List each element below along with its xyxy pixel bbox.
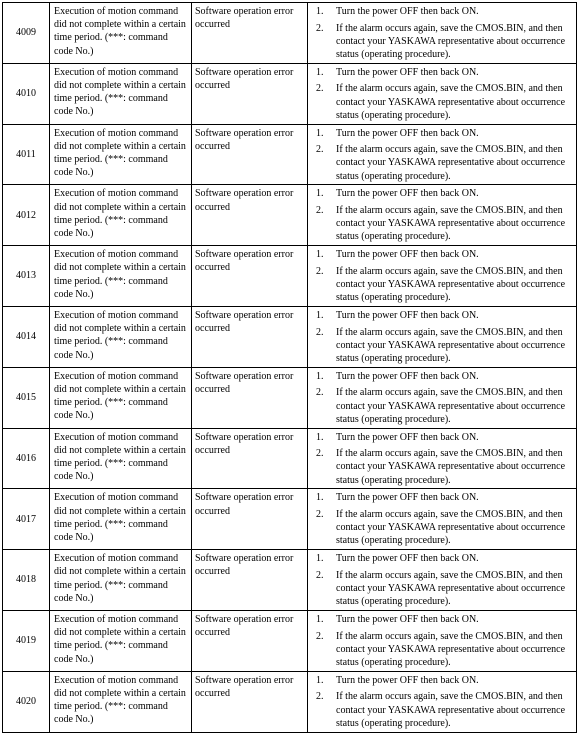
step-number: 2. <box>316 22 324 34</box>
step-text: If the alarm occurs again, save the CMOS.BIN, and then contact your YASKAWA representative about occurrence status (operating procedure). <box>336 508 566 547</box>
step-text: Turn the power OFF then back ON. <box>336 553 479 565</box>
step-number: 1. <box>316 249 324 261</box>
table-row <box>3 367 577 428</box>
remedy-step <box>308 569 572 609</box>
step-number: 2. <box>316 265 324 277</box>
step-text: Turn the power OFF then back ON. <box>336 309 479 321</box>
alarm-code: 4016 <box>3 428 50 489</box>
alarm-remedy <box>308 185 577 246</box>
alarm-remedy <box>308 489 577 550</box>
alarm-cause: Software operation error occurred <box>192 671 308 732</box>
alarm-message: Execution of motion command did not complete within a certain time period. (***: command code No.) <box>50 610 192 671</box>
alarm-message: Execution of motion command did not complete within a certain time period. (***: command code No.) <box>50 671 192 732</box>
step-text: Turn the power OFF then back ON. <box>336 370 479 382</box>
remedy-step <box>308 674 572 687</box>
alarm-cause: Software operation error occurred <box>192 3 308 64</box>
step-number: 1. <box>316 492 324 504</box>
alarm-cause: Software operation error occurred <box>192 489 308 550</box>
alarm-remedy <box>308 3 577 64</box>
step-number: 1. <box>316 553 324 565</box>
alarm-cause: Software operation error occurred <box>192 124 308 185</box>
alarm-cause: Software operation error occurred <box>192 550 308 611</box>
step-number: 1. <box>316 674 324 686</box>
alarm-remedy <box>308 671 577 732</box>
step-text: If the alarm occurs again, save the CMOS.BIN, and then contact your YASKAWA representative about occurrence status (operating procedure). <box>336 569 566 608</box>
alarm-remedy <box>308 63 577 124</box>
alarm-code: 4018 <box>3 550 50 611</box>
step-text: If the alarm occurs again, save the CMOS.BIN, and then contact your YASKAWA representative about occurrence status (operating procedure). <box>336 326 566 364</box>
step-text: Turn the power OFF then back ON. <box>336 674 479 686</box>
alarm-code: 4012 <box>3 185 50 246</box>
step-number: 2. <box>316 144 324 156</box>
table-row <box>3 3 577 64</box>
table-row <box>3 671 577 732</box>
alarm-cause: Software operation error occurred <box>192 428 308 489</box>
step-text: If the alarm occurs again, save the CMOS.BIN, and then contact your YASKAWA representative about occurrence status (operating procedure). <box>336 630 566 668</box>
alarm-code: 4014 <box>3 306 50 367</box>
step-number: 2. <box>316 569 324 581</box>
alarm-code: 4015 <box>3 367 50 428</box>
alarm-remedy <box>308 124 577 185</box>
table-row <box>3 63 577 124</box>
remedy-step <box>308 187 572 200</box>
alarm-remedy <box>308 306 577 367</box>
step-text: Turn the power OFF then back ON. <box>336 431 479 443</box>
remedy-step <box>308 82 572 122</box>
alarm-cause: Software operation error occurred <box>192 367 308 428</box>
step-text: If the alarm occurs again, save the CMOS.BIN, and then contact your YASKAWA representative about occurrence status (operating procedure). <box>336 22 566 60</box>
step-text: If the alarm occurs again, save the CMOS.BIN, and then contact your YASKAWA representative about occurrence status (operating procedure). <box>336 691 566 729</box>
alarm-message: Execution of motion command did not complete within a certain time period. (***: command code No.) <box>50 428 192 489</box>
alarm-message: Execution of motion command did not complete within a certain time period. (***: command code No.) <box>50 3 192 64</box>
step-text: If the alarm occurs again, save the CMOS.BIN, and then contact your YASKAWA representative about occurrence status (operating procedure). <box>336 387 566 425</box>
alarm-table <box>2 2 577 733</box>
table-row <box>3 306 577 367</box>
alarm-message: Execution of motion command did not complete within a certain time period. (***: command code No.) <box>50 185 192 246</box>
alarm-cause: Software operation error occurred <box>192 306 308 367</box>
remedy-step <box>308 690 572 730</box>
remedy-step <box>308 508 572 548</box>
table-row <box>3 610 577 671</box>
alarm-code: 4010 <box>3 63 50 124</box>
alarm-table-body <box>3 3 577 733</box>
alarm-remedy <box>308 367 577 428</box>
alarm-code: 4011 <box>3 124 50 185</box>
remedy-step <box>308 431 572 444</box>
step-text: Turn the power OFF then back ON. <box>336 492 479 504</box>
step-number: 2. <box>316 387 324 399</box>
remedy-step <box>308 491 572 504</box>
remedy-step <box>308 5 572 18</box>
step-text: Turn the power OFF then back ON. <box>336 6 479 17</box>
remedy-step <box>308 326 572 366</box>
step-number: 1. <box>316 66 324 78</box>
step-number: 1. <box>316 309 324 321</box>
step-number: 1. <box>316 613 324 625</box>
alarm-remedy <box>308 246 577 307</box>
table-row <box>3 185 577 246</box>
step-number: 2. <box>316 83 324 95</box>
remedy-step <box>308 370 572 383</box>
step-number: 1. <box>316 370 324 382</box>
step-text: If the alarm occurs again, save the CMOS.BIN, and then contact your YASKAWA representative about occurrence status (operating procedure). <box>336 204 566 243</box>
step-text: If the alarm occurs again, save the CMOS.BIN, and then contact your YASKAWA representative about occurrence status (operating procedure). <box>336 448 566 486</box>
remedy-step <box>308 127 572 140</box>
table-row <box>3 550 577 611</box>
table-row <box>3 124 577 185</box>
step-number: 1. <box>316 188 324 200</box>
alarm-message: Execution of motion command did not complete within a certain time period. (***: command code No.) <box>50 489 192 550</box>
step-text: If the alarm occurs again, save the CMOS.BIN, and then contact your YASKAWA representative about occurrence status (operating procedure). <box>336 144 566 182</box>
alarm-remedy <box>308 428 577 489</box>
alarm-message: Execution of motion command did not complete within a certain time period. (***: command code No.) <box>50 63 192 124</box>
alarm-code: 4019 <box>3 610 50 671</box>
step-number: 1. <box>316 6 324 17</box>
table-row <box>3 489 577 550</box>
step-text: If the alarm occurs again, save the CMOS.BIN, and then contact your YASKAWA representative about occurrence status (operating procedure). <box>336 265 566 304</box>
step-text: Turn the power OFF then back ON. <box>336 127 479 139</box>
remedy-step <box>308 552 572 565</box>
alarm-message: Execution of motion command did not complete within a certain time period. (***: command code No.) <box>50 367 192 428</box>
remedy-step <box>308 143 572 183</box>
alarm-code: 4020 <box>3 671 50 732</box>
step-text: Turn the power OFF then back ON. <box>336 188 479 200</box>
remedy-step <box>308 22 572 62</box>
step-number: 2. <box>316 204 324 216</box>
table-row <box>3 246 577 307</box>
step-text: Turn the power OFF then back ON. <box>336 66 479 78</box>
alarm-message: Execution of motion command did not complete within a certain time period. (***: command code No.) <box>50 124 192 185</box>
remedy-step <box>308 386 572 426</box>
alarm-message: Execution of motion command did not complete within a certain time period. (***: command code No.) <box>50 306 192 367</box>
remedy-step <box>308 66 572 79</box>
alarm-cause: Software operation error occurred <box>192 610 308 671</box>
alarm-cause: Software operation error occurred <box>192 63 308 124</box>
step-number: 2. <box>316 326 324 338</box>
remedy-step <box>308 265 572 305</box>
alarm-code: 4009 <box>3 3 50 64</box>
remedy-step <box>308 309 572 322</box>
step-number: 2. <box>316 508 324 520</box>
step-number: 1. <box>316 431 324 443</box>
step-number: 2. <box>316 448 324 460</box>
alarm-code: 4017 <box>3 489 50 550</box>
remedy-step <box>308 630 572 670</box>
alarm-code: 4013 <box>3 246 50 307</box>
step-number: 1. <box>316 127 324 139</box>
alarm-message: Execution of motion command did not complete within a certain time period. (***: command code No.) <box>50 246 192 307</box>
remedy-step <box>308 204 572 244</box>
step-number: 2. <box>316 691 324 703</box>
step-text: Turn the power OFF then back ON. <box>336 249 479 261</box>
remedy-step <box>308 613 572 626</box>
alarm-message: Execution of motion command did not complete within a certain time period. (***: command code No.) <box>50 550 192 611</box>
alarm-cause: Software operation error occurred <box>192 185 308 246</box>
step-number: 2. <box>316 630 324 642</box>
step-text: Turn the power OFF then back ON. <box>336 613 479 625</box>
remedy-step <box>308 447 572 487</box>
step-text: If the alarm occurs again, save the CMOS.BIN, and then contact your YASKAWA representative about occurrence status (operating procedure). <box>336 83 566 121</box>
alarm-remedy <box>308 610 577 671</box>
table-row <box>3 428 577 489</box>
alarm-remedy <box>308 550 577 611</box>
remedy-step <box>308 248 572 261</box>
alarm-cause: Software operation error occurred <box>192 246 308 307</box>
